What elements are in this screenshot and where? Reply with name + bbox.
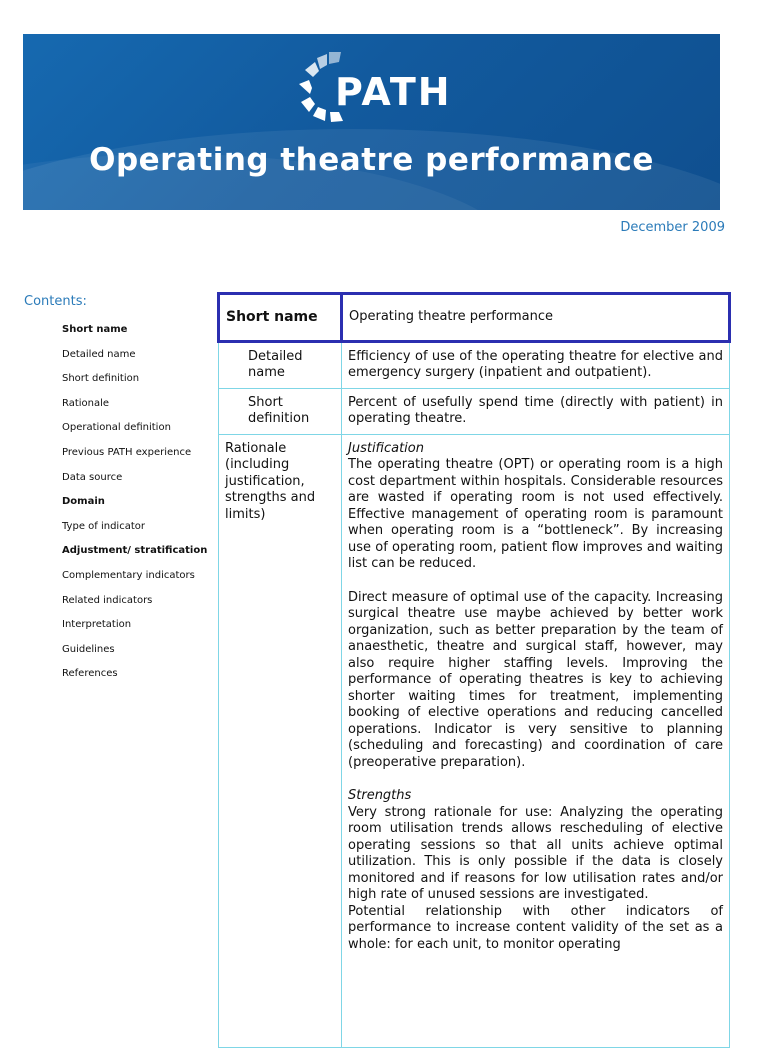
contents-item-data-source[interactable]: Data source	[62, 471, 123, 483]
indicator-table	[217, 292, 731, 1048]
contents-item-previous-path-experience[interactable]: Previous PATH experience	[62, 446, 192, 458]
direct-measure-text: Direct measure of optimal use of the capacity. Increasing surgical theatre use maybe achieved by better work organization, such as better preparation by the team of anaesthetic, theatre and surgical staff, however, may also require higher staffing levels. Improving the performance of operating theatres is key to achieving shorter waiting times for treatment, implementing booking of elective operations and reducing cancelled operations. Indicator is very sensitive to planning (scheduling and forecasting) and coordination of care (preoperative preparation).	[348, 589, 723, 770]
contents-item-interpretation[interactable]: Interpretation	[62, 619, 132, 631]
table-row-short-name	[219, 294, 730, 342]
contents-item-detailed-name[interactable]: Detailed name	[62, 348, 136, 360]
short-name-label: Short name	[219, 294, 342, 342]
contents-item-complementary-indicators[interactable]: Complementary indicators	[62, 569, 195, 581]
contents-item-adjustment-stratification[interactable]: Adjustment/ stratification	[62, 545, 208, 557]
short-definition-value: Percent of usefully spend time (directly with patient) in operating theatre.	[342, 388, 730, 434]
contents-item-guidelines[interactable]: Guidelines	[62, 643, 115, 655]
contents-item-domain[interactable]: Domain	[62, 496, 105, 508]
table-row-rationale	[219, 434, 730, 1047]
potential-relationship-text: Potential relationship with other indicators of performance to increase content validity of the set as a whole: for each unit, to monitor operating	[348, 903, 723, 952]
short-name-value: Operating theatre performance	[342, 294, 730, 342]
rationale-label: Rationale (including justification, strengths and limits)	[219, 434, 342, 1047]
document-date: December 2009	[620, 220, 725, 235]
rationale-value	[342, 434, 730, 1047]
table-row-short-definition	[219, 388, 730, 434]
contents-item-short-definition[interactable]: Short definition	[62, 373, 140, 385]
document-title: Operating theatre performance	[89, 142, 654, 178]
contents-item-related-indicators[interactable]: Related indicators	[62, 594, 153, 606]
table-row-detailed-name	[219, 341, 730, 388]
header-banner	[23, 34, 720, 210]
contents-item-type-of-indicator[interactable]: Type of indicator	[62, 520, 145, 532]
contents-item-operational-definition[interactable]: Operational definition	[62, 422, 171, 434]
justification-heading: Justification	[348, 440, 424, 456]
contents-title: Contents:	[24, 294, 87, 309]
strengths-heading: Strengths	[348, 788, 412, 803]
detailed-name-label: Detailed name	[219, 341, 342, 388]
contents-list	[62, 323, 217, 692]
justification-text: The operating theatre (OPT) or operating room is a high cost department within hospitals. Considerable resources are wasted if operating room is not used effectively. Effective management of operating room is paramount when operating room is a “bottleneck”. By increasing use of operating room, patient flow improves and waiting list can be reduced.	[348, 457, 723, 571]
detailed-name-value: Efficiency of use of the operating theatre for elective and emergency surgery (inpatient and outpatient).	[342, 341, 730, 388]
contents-item-short-name[interactable]: Short name	[62, 324, 128, 335]
contents-item-references[interactable]: References	[62, 668, 118, 680]
strengths-text: Very strong rationale for use: Analyzing the operating room utilisation trends allows rescheduling of elective operating sessions so that all units achieve optimal utilization. This is only possible if the data is closely monitored and if reasons for low utilisation rates and/or high rate of unused sessions are investigated.	[348, 804, 723, 902]
contents-item-rationale[interactable]: Rationale	[62, 397, 110, 409]
logo-text: PATH	[335, 70, 452, 114]
short-definition-label: Short definition	[219, 388, 342, 434]
